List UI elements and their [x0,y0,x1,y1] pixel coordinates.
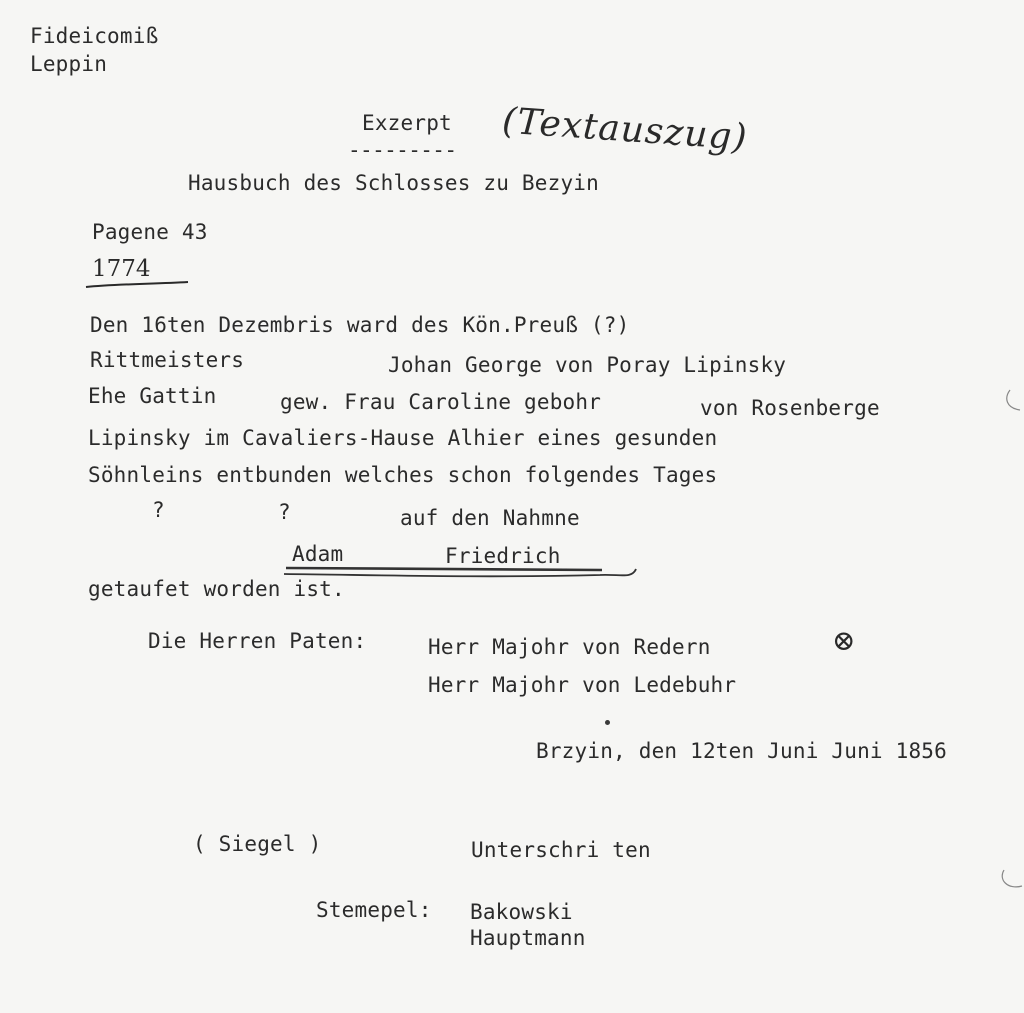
page-reference: Pagene 43 [92,220,208,244]
year-underline [84,278,194,292]
name-friedrich: Friedrich [445,544,561,568]
subtitle: Hausbuch des Schlosses zu Bezyin [188,171,599,195]
godparents-label: Die Herren Paten: [148,629,367,653]
body-line-3a: Ehe Gattin [88,384,217,408]
body-line-6b: auf den Nahmne [400,506,580,530]
name-adam: Adam [292,542,344,566]
body-line-6-question-2: ? [278,500,291,524]
title-exzerpt: Exzerpt [362,111,452,135]
body-line-5: Söhnleins entbunden welches schon folgendes Tages [88,463,718,487]
stamp-rank: Hauptmann [470,926,586,950]
header-line-2: Leppin [30,52,108,76]
body-line-4: Lipinsky im Cavaliers-Hause Alhier eines gesunden [88,426,718,450]
godparent-2: Herr Majohr von Ledebuhr [428,673,737,697]
stamp-name: Bakowski [470,900,573,924]
handwritten-textauszug: (Textauszug) [500,100,749,159]
body-line-2b: Johan George von Poray Lipinsky [388,353,787,377]
body-line-1: Den 16ten Dezembris ward des Kön.Preuß (?) [90,313,630,337]
scan-edge-marks [990,380,1024,900]
header-line-1: Fideicomiß [30,24,159,48]
body-line-8: getaufet worden ist. [88,577,345,601]
body-line-2a: Rittmeisters [90,348,245,372]
handwritten-year: 1774 [92,256,151,282]
stamp-label: Stemepel: [316,898,432,922]
godparent-1: Herr Majohr von Redern [428,635,711,659]
signatures-label: Unterschri ten [471,838,651,862]
godparent-mark: ⊗ [832,624,856,657]
ink-dot [605,720,610,725]
body-line-6-question-1: ? [152,498,165,522]
seal-placeholder: ( Siegel ) [193,832,322,856]
body-line-3c: von Rosenberge [700,396,880,420]
title-dashed-underline: --------- [348,138,457,162]
body-line-3b: gew. Frau Caroline gebohr [280,390,602,414]
dateline: Brzyin, den 12ten Juni Juni 1856 [536,739,947,763]
